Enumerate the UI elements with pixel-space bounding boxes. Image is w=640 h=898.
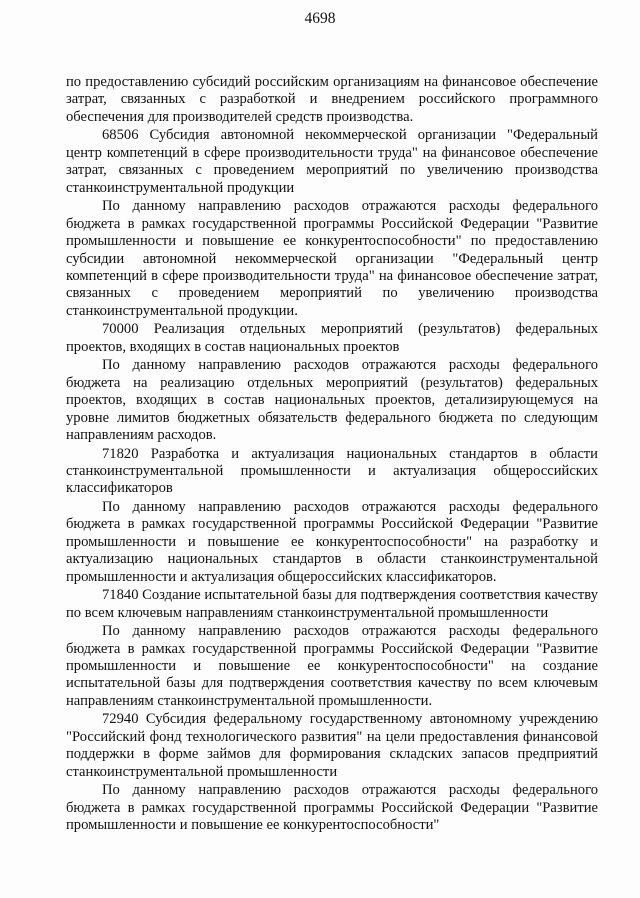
paragraph-heading-71840: 71840 Создание испытательной базы для подтверждения соответствия качеству по всем ключевым направлениям станкоинструментальной промышленности	[66, 587, 598, 621]
paragraph-description-71820: По данному направлению расходов отражаются расходы федерального бюджета в рамках государственной программы Российской Федерации "Развитие промышленности и повышение ее конкурентоспособности" на разработку и актуализацию национальных стандартов в области станкоинструментальной промышленности и актуализация общероссийских классификаторов.	[66, 498, 598, 585]
paragraph-heading-72940: 72940 Субсидия федеральному государственному автономному учреждению "Российский фонд технологического развития" на цели предоставления финансовой поддержки в форме займов для формирования складских запасов предприятий станкоинструментальной промышленности	[66, 711, 598, 780]
paragraph-heading-70000: 70000 Реализация отдельных мероприятий (результатов) федеральных проектов, входящих в состав национальных проектов	[66, 321, 598, 355]
paragraph-description-70000: По данному направлению расходов отражаются расходы федерального бюджета на реализацию отдельных мероприятий (результатов) федеральных проектов, входящих в состав национальных проектов, детализирующемуся на уровне лимитов бюджетных обязательств федерального бюджета по следующим направлениям расходов.	[66, 357, 598, 444]
document-body	[66, 74, 598, 834]
paragraph-heading-71820: 71820 Разработка и актуализация национальных стандартов в области станкоинструментальной промышленности и актуализация общероссийских классификаторов	[66, 445, 598, 497]
page-number: 4698	[304, 10, 336, 27]
paragraph-description-71840: По данному направлению расходов отражаются расходы федерального бюджета в рамках государственной программы Российской Федерации "Развитие промышленности и повышение ее конкурентоспособности" на создание испытательной базы для подтверждения соответствия качеству по всем ключевым направлениям станкоинструментальной промышленности.	[66, 623, 598, 709]
paragraph-description-72940: По данному направлению расходов отражаются расходы федерального бюджета в рамках государственной программы Российской Федерации "Развитие промышленности и повышение ее конкурентоспособности"	[66, 782, 598, 834]
paragraph-description-68506: По данному направлению расходов отражаются расходы федерального бюджета в рамках государственной программы Российской Федерации "Развитие промышленности и повышение ее конкурентоспособности" по предоставлению субсидии автономной некоммерческой организации "Федеральный центр компетенций в сфере производительности труда" на финансовое обеспечение затрат, связанных с проведением мероприятий по увеличению производства станкоинструментальной продукции.	[66, 198, 598, 319]
paragraph-heading-68506: 68506 Субсидия автономной некоммерческой организации "Федеральный центр компетенций в сфере производительности труда" на финансовое обеспечение затрат, связанных с проведением мероприятий по увеличению производства станкоинструментальной продукции	[66, 127, 598, 196]
paragraph-continuation: по предоставлению субсидий российским организациям на финансовое обеспечение затрат, связанных с разработкой и внедрением российского программного обеспечения для производителей средств производства.	[66, 74, 598, 125]
